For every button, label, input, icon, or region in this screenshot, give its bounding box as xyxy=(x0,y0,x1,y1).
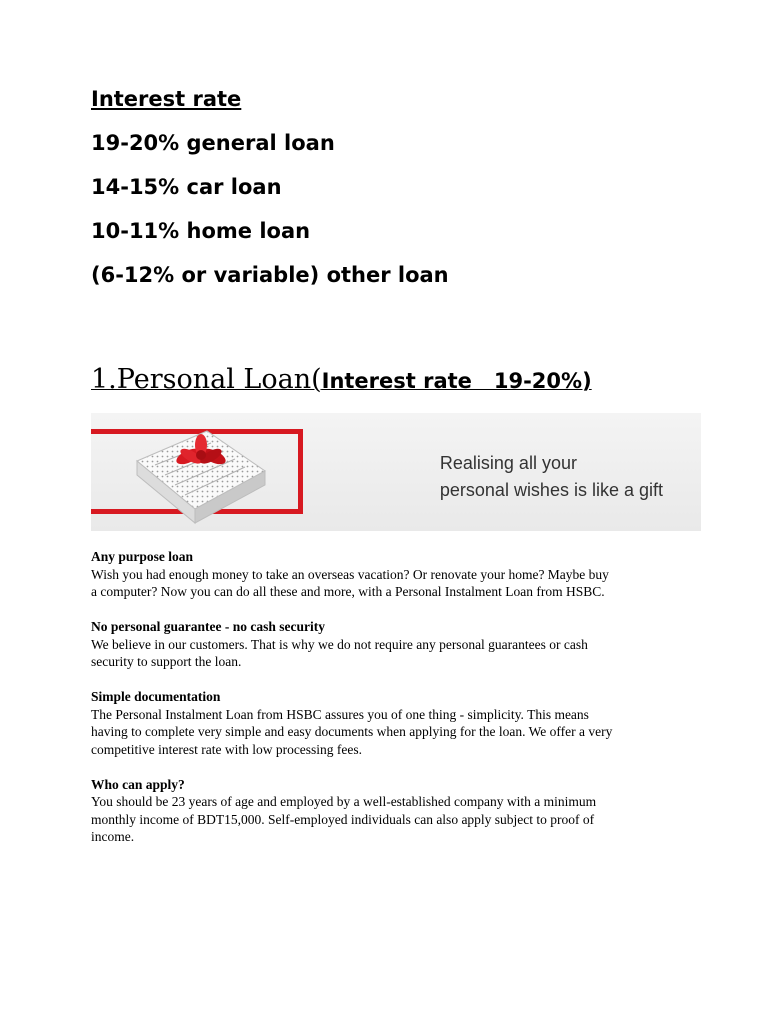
block-no-guarantee xyxy=(91,618,691,671)
gift-box-icon xyxy=(115,419,285,531)
block-text-line: You should be 23 years of age and employed by a well-established company with a minimum xyxy=(91,794,597,809)
block-text-line: The Personal Instalment Loan from HSBC assures you of one thing - simplicity. This means xyxy=(91,706,589,722)
section-title-name: 1.Personal Loan( xyxy=(91,364,322,395)
block-text-line: monthly income of BDT15,000. Self-employed individuals can also apply subject to proof of xyxy=(91,811,595,827)
rate-car-loan: 14-15% car loan xyxy=(91,175,282,199)
interest-rate-list xyxy=(91,88,449,308)
block-heading: No personal guarantee - no cash security xyxy=(91,619,325,634)
block-text-line: a computer? Now you can do all these and more, with a Personal Instalment Loan from HSBC. xyxy=(91,584,605,599)
block-text-line: We believe in our customers. That is why we do not require any personal guarantees or cash xyxy=(91,636,588,652)
banner-tagline xyxy=(440,450,663,504)
block-heading: Any purpose loan xyxy=(91,549,194,564)
promo-banner xyxy=(91,413,701,531)
block-text-line: competitive interest rate with low processing fees. xyxy=(91,741,363,757)
banner-tagline-line1: Realising all your xyxy=(439,453,577,473)
rate-home-loan: 10-11% home loan xyxy=(91,219,311,243)
block-heading: Who can apply? xyxy=(91,776,185,792)
interest-rate-heading: Interest rate xyxy=(91,87,242,111)
section-title-rate: Interest rate 19-20%) xyxy=(321,369,592,393)
block-text-line: income. xyxy=(91,829,135,844)
block-text-line: Wish you had enough money to take an overseas vacation? Or renovate your home? Maybe buy xyxy=(91,566,609,582)
block-simple-documentation xyxy=(91,688,691,758)
rate-general-loan: 19-20% general loan xyxy=(91,131,335,155)
loan-details xyxy=(91,548,691,863)
block-heading: Simple documentation xyxy=(91,689,221,704)
section-title xyxy=(91,364,592,395)
block-any-purpose-loan xyxy=(91,548,691,601)
banner-tagline-line2: personal wishes is like a gift xyxy=(439,480,663,500)
rate-other-loan: (6-12% or variable) other loan xyxy=(91,263,449,287)
block-who-can-apply xyxy=(91,776,691,846)
block-text-line: having to complete very simple and easy documents when applying for the loan. We offer a very xyxy=(91,724,613,739)
block-text-line: security to support the loan. xyxy=(91,654,242,669)
